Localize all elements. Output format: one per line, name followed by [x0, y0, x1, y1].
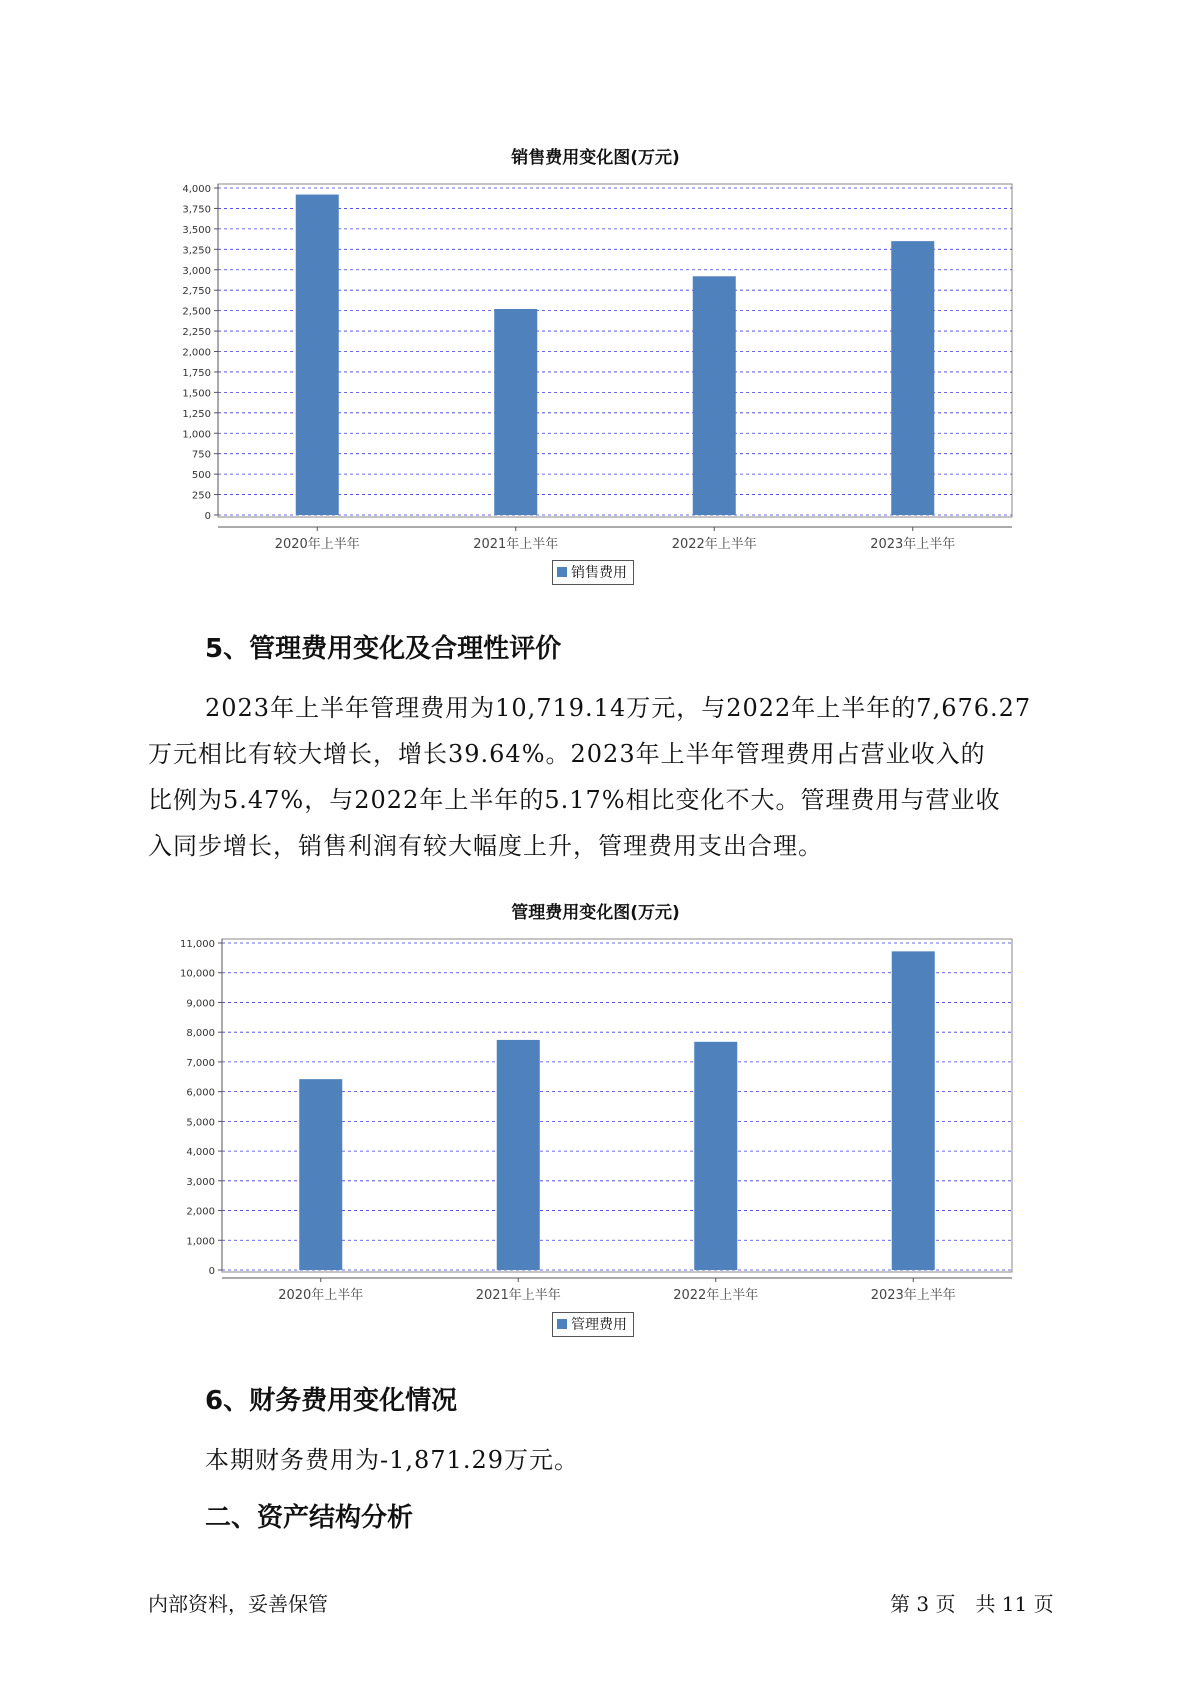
y-tick-label: 3,500 [182, 224, 211, 236]
x-tick-label: 2020年上半年 [278, 1288, 364, 1303]
sales-chart-title: 销售费用变化图(万元) [511, 148, 680, 168]
y-tick-label: 250 [191, 490, 211, 502]
y-tick-label: 2,750 [182, 286, 211, 298]
paragraph-line: 本期财务费用为-1,871.29万元。 [205, 1446, 579, 1474]
y-tick-label: 11,000 [180, 939, 215, 950]
footer-left: 内部资料，妥善保管 [148, 1592, 328, 1616]
admin-expense-chart [0, 925, 1191, 1303]
y-tick-label: 1,250 [182, 408, 211, 420]
paragraph-line: 入同步增长，销售利润有较大幅度上升，管理费用支出合理。 [148, 832, 823, 860]
x-tick-label: 2021年上半年 [475, 1288, 561, 1303]
admin-chart-legend [552, 1312, 634, 1337]
bar [694, 1042, 737, 1270]
y-tick-label: 0 [204, 511, 211, 522]
y-tick-label: 3,750 [182, 204, 211, 216]
paragraph-line: 万元相比有较大增长，增长39.64%。2023年上半年管理费用占营业收入的 [148, 740, 986, 768]
y-tick-label: 1,750 [182, 367, 211, 379]
legend-label: 销售费用 [571, 565, 627, 581]
y-tick-label: 500 [191, 470, 211, 482]
y-tick-label: 1,500 [182, 388, 211, 400]
y-tick-label: 6,000 [186, 1087, 215, 1099]
x-tick-label: 2022年上半年 [673, 1288, 759, 1303]
y-tick-label: 3,250 [182, 245, 211, 257]
paragraph-line: 2023年上半年管理费用为10,719.14万元，与2022年上半年的7,676.27 [205, 694, 1032, 722]
y-tick-label: 7,000 [186, 1057, 215, 1069]
y-tick-label: 2,000 [186, 1206, 215, 1218]
section6-paragraph [205, 1437, 1125, 1483]
bar [892, 951, 935, 1270]
bar [299, 1079, 342, 1270]
x-tick-label: 2022年上半年 [671, 537, 757, 552]
y-tick-label: 2,500 [182, 306, 211, 318]
y-tick-label: 0 [208, 1266, 215, 1277]
x-tick-label: 2023年上半年 [870, 537, 956, 552]
section5-heading: 5、管理费用变化及合理性评价 [205, 634, 562, 664]
bar [693, 276, 736, 515]
y-tick-label: 2,250 [182, 327, 211, 339]
section5-paragraph-cont [148, 731, 1068, 869]
bar [494, 309, 537, 515]
x-tick-label: 2023年上半年 [870, 1288, 956, 1303]
y-tick-label: 3,000 [186, 1176, 215, 1188]
y-tick-label: 750 [191, 449, 211, 461]
y-tick-label: 5,000 [186, 1117, 215, 1129]
legend-label: 管理费用 [571, 1317, 627, 1333]
bar [497, 1040, 540, 1270]
x-tick-label: 2020年上半年 [274, 537, 360, 552]
paragraph-line: 比例为5.47%，与2022年上半年的5.17%相比变化不大。管理费用与营业收 [148, 786, 1001, 814]
y-tick-label: 9,000 [186, 998, 215, 1010]
y-tick-label: 1,000 [186, 1236, 215, 1248]
bar [296, 195, 339, 515]
y-tick-label: 10,000 [180, 968, 215, 980]
y-tick-label: 1,000 [182, 429, 211, 441]
y-tick-label: 4,000 [186, 1147, 215, 1159]
y-tick-label: 8,000 [186, 1028, 215, 1040]
page-number: 第 3 页 共 11 页 [890, 1592, 1054, 1616]
y-tick-label: 2,000 [182, 347, 211, 359]
section6-heading: 6、财务费用变化情况 [205, 1386, 458, 1416]
bar [891, 241, 934, 515]
y-tick-label: 3,000 [182, 265, 211, 277]
legend-swatch [557, 1319, 567, 1329]
section5-paragraph [205, 685, 1085, 731]
section-two-heading: 二、资产结构分析 [205, 1503, 414, 1533]
legend-swatch [557, 567, 567, 577]
y-tick-label: 4,000 [182, 184, 211, 195]
x-tick-label: 2021年上半年 [473, 537, 559, 552]
admin-chart-title: 管理费用变化图(万元) [511, 903, 680, 923]
sales-chart-legend [552, 560, 634, 585]
sales-expense-chart [0, 170, 1191, 552]
